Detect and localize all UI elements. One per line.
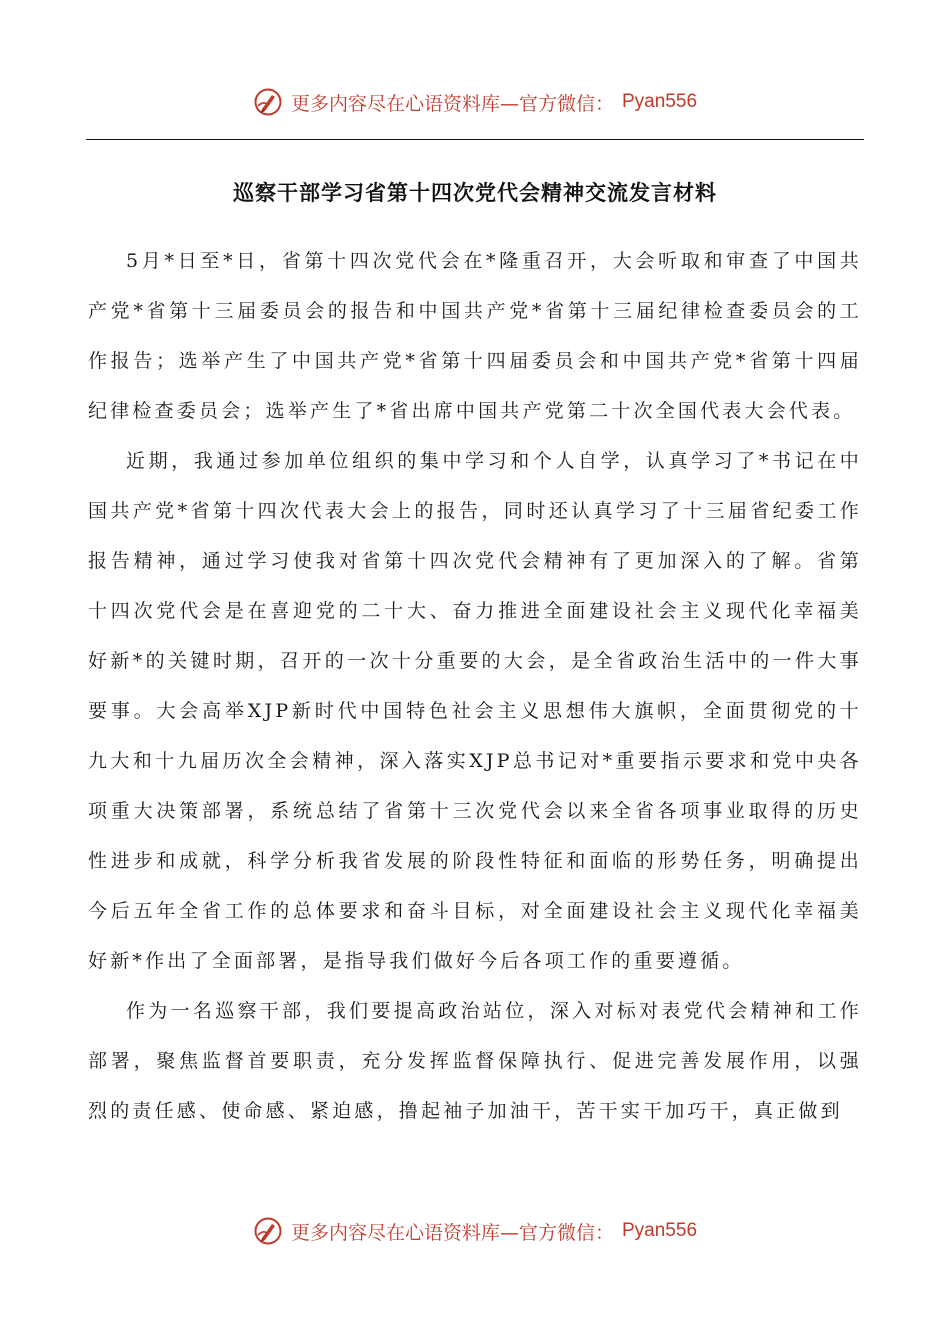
watermark-wechat-id: Pyan556 xyxy=(622,1220,698,1241)
header-divider xyxy=(86,139,864,140)
document-body xyxy=(88,236,862,1136)
header-watermark xyxy=(0,84,950,120)
watermark-text: 更多内容尽在心语资料库—官方微信： xyxy=(290,92,614,115)
document-title: 巡察干部学习省第十四次党代会精神交流发言材料 xyxy=(233,181,717,205)
pen-logo-icon xyxy=(253,1216,283,1246)
pen-logo-icon xyxy=(253,87,283,117)
watermark-wechat-id: Pyan556 xyxy=(622,91,698,112)
watermark-text: 更多内容尽在心语资料库—官方微信： xyxy=(290,1221,614,1244)
paragraph-1: 5月*日至*日，省第十四次党代会在*隆重召开，大会听取和审查了中国共产党*省第十三届委员会的报告和中国共产党*省第十三届纪律检查委员会的工作报告；选举产生了中国共产党*省第十四届委员会和中国共产党*省第十四届纪律检查委员会；选举产生了*省出席中国共产党第二十次全国代表大会代表。 xyxy=(88,250,862,422)
footer-watermark xyxy=(0,1213,950,1249)
paragraph-3: 作为一名巡察干部，我们要提高政治站位，深入对标对表党代会精神和工作部署，聚焦监督首要职责，充分发挥监督保障执行、促进完善发展作用，以强烈的责任感、使命感、紧迫感，撸起袖子加油干，苦干实干加巧干，真正做到 xyxy=(88,1000,862,1122)
paragraph-2: 近期，我通过参加单位组织的集中学习和个人自学，认真学习了*书记在中国共产党*省第十四次代表大会上的报告，同时还认真学习了十三届省纪委工作报告精神，通过学习使我对省第十四次党代会精神有了更加深入的了解。省第十四次党代会是在喜迎党的二十大、奋力推进全面建设社会主义现代化幸福美好新*的关键时期，召开的一次十分重要的大会，是全省政治生活中的一件大事要事。大会高举XJP新时代中国特色社会主义思想伟大旗帜，全面贯彻党的十九大和十九届历次全会精神，深入落实XJP总书记对*重要指示要求和党中央各项重大决策部署，系统总结了省第十三次党代会以来全省各项事业取得的历史性进步和成就，科学分析我省发展的阶段性特征和面临的形势任务，明确提出今后五年全省工作的总体要求和奋斗目标，对全面建设社会主义现代化幸福美好新*作出了全面部署，是指导我们做好今后各项工作的重要遵循。 xyxy=(88,450,862,972)
